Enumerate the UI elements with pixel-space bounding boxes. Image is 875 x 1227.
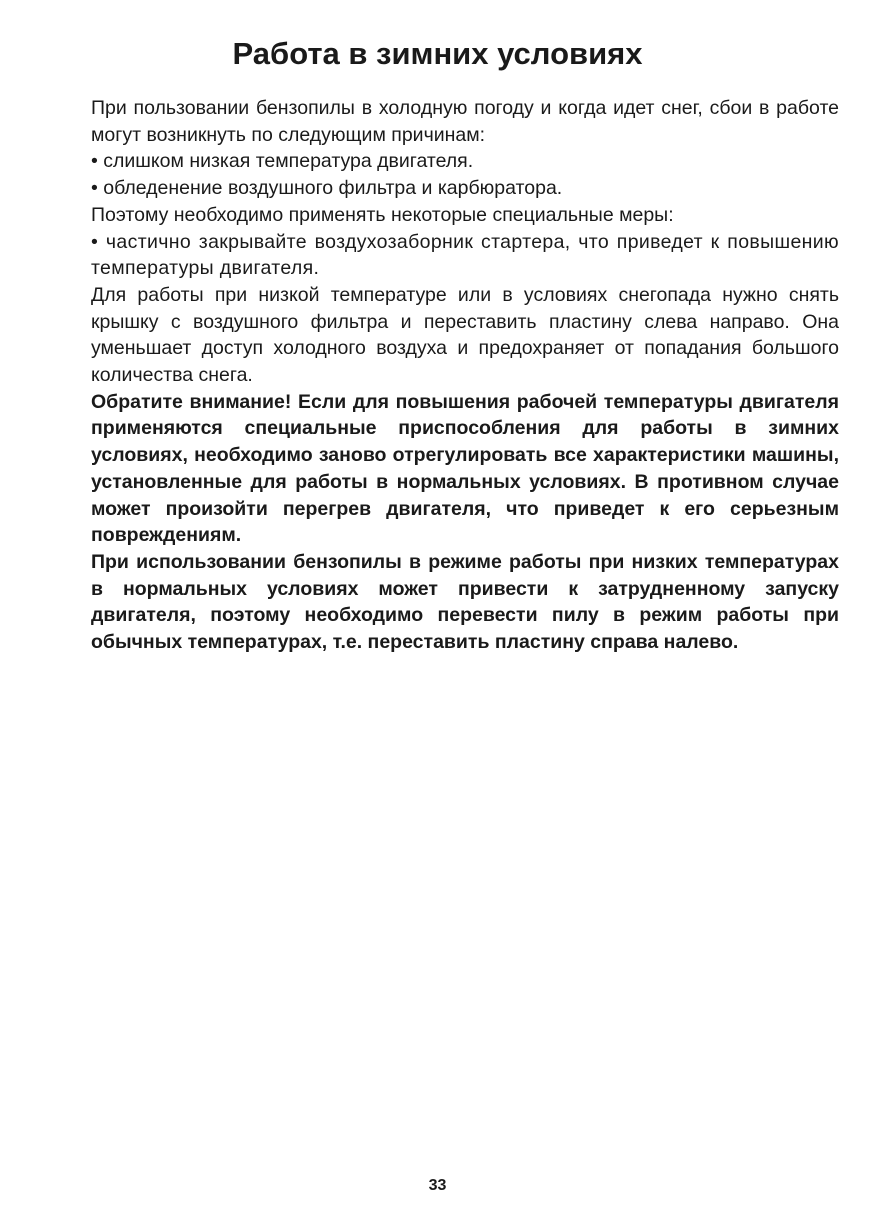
page-number: 33 xyxy=(428,1177,447,1194)
intro-paragraph: При пользовании бензопилы в холодную погоду и когда идет снег, сбои в работе могут возникнуть по следующим причинам: xyxy=(91,97,839,146)
normal-use-paragraph: При использовании бензопилы в режиме работы при низких температурах в нормальных условиях может привести к затрудненному запуску двигателя, поэтому необходимо перевести пилу в режим работы при обычных температурах, т.е. переставить пластину справа налево. xyxy=(91,550,839,654)
warning-paragraph: Обратите внимание! Если для повышения рабочей температуры двигателя применяются специальные приспособления для работы в зимних условиях, необходимо заново отрегулировать все характеристики машины, установленные для работы в нормальных условиях. В противном случае может произойти перегрев двигателя, что приведет к его серьезным повреждениям. xyxy=(91,390,839,547)
page-title: Работа в зимних условиях xyxy=(232,36,643,71)
measure-list-item: • частично закрывайте воздухозаборник стартера, что приведет к повышению температуры двигателя. xyxy=(91,230,839,280)
cause-list-item: • обледенение воздушного фильтра и карбюратора. xyxy=(91,177,563,200)
low-temperature-paragraph: Для работы при низкой температуре или в условиях снегопада нужно снять крышку с воздушного фильтра и переставить пластину слева направо. Она уменьшает доступ холодного воздуха и предохраняет от попадания большого количества снега. xyxy=(91,283,839,387)
measures-paragraph: Поэтому необходимо применять некоторые специальные меры: xyxy=(91,203,674,226)
document-body xyxy=(91,95,839,656)
cause-list-item: • слишком низкая температура двигателя. xyxy=(91,150,474,173)
